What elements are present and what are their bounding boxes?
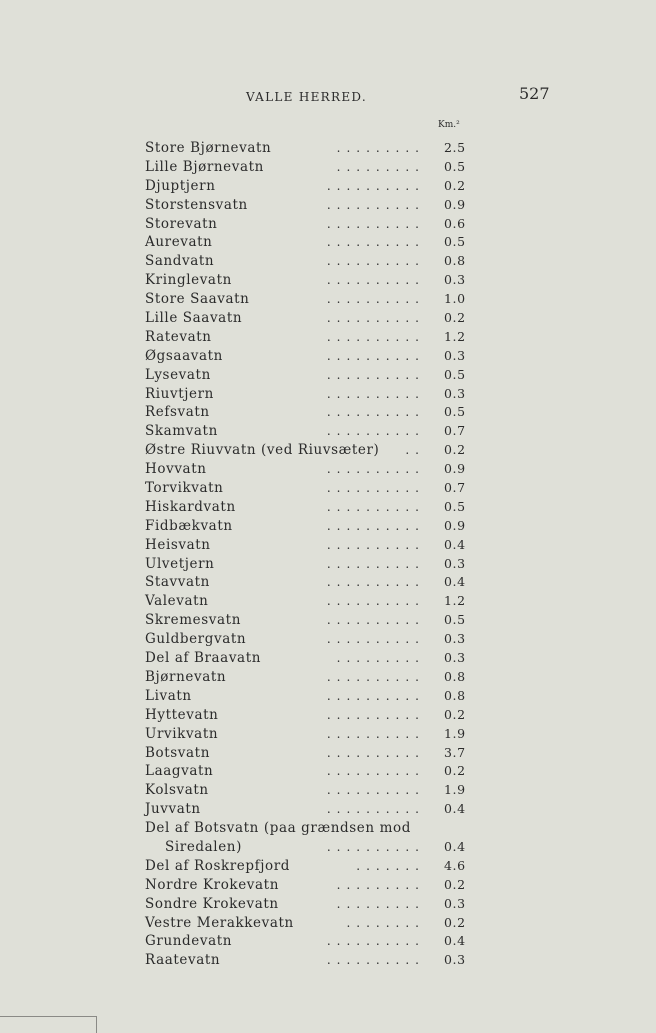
lake-area-value: 0.2 <box>444 177 466 193</box>
leader-dots: ........ <box>346 915 425 930</box>
lake-area-value: 0.3 <box>444 555 466 571</box>
leader-dots: .......... <box>326 953 425 968</box>
leader-dots: .......... <box>326 424 425 439</box>
leader-dots: .......... <box>326 537 425 552</box>
leader-dots: .. <box>405 443 425 458</box>
lake-name: Stavvatn <box>145 574 210 591</box>
lake-row <box>145 573 465 592</box>
leader-dots: .......... <box>326 462 425 477</box>
lake-name: Lysevatn <box>145 366 211 383</box>
lake-name: Raatevatn <box>145 952 221 969</box>
lake-row <box>145 857 465 876</box>
lake-row <box>145 895 465 914</box>
lake-row <box>145 819 465 857</box>
leader-dots: ......... <box>336 896 425 911</box>
leader-dots: .......... <box>326 669 425 684</box>
lake-name: Botsvatn <box>145 744 210 761</box>
leader-dots: .......... <box>326 254 425 269</box>
lake-name: Ratevatn <box>145 328 212 345</box>
lake-row <box>145 290 465 309</box>
lake-row <box>145 177 465 196</box>
lake-area-value: 0.3 <box>444 385 466 401</box>
lake-row <box>145 309 465 328</box>
lake-name: Livatn <box>145 687 192 704</box>
leader-dots: .......... <box>326 178 425 193</box>
lake-row <box>145 725 465 744</box>
lake-area-value: 0.2 <box>444 310 466 326</box>
lake-row <box>145 800 465 819</box>
lake-area-value: 0.3 <box>444 952 466 968</box>
leader-dots: .......... <box>326 839 425 854</box>
running-header: VALLE HERRED. <box>246 90 367 104</box>
leader-dots: .......... <box>326 197 425 212</box>
lake-name: Grundevatn <box>145 933 233 950</box>
lake-name: Bjørnevatn <box>145 668 227 685</box>
lake-area-value: 0.6 <box>444 215 466 231</box>
lake-name: Skremesvatn <box>145 612 241 629</box>
lake-area-value: 0.4 <box>444 801 466 817</box>
leader-dots: ......... <box>336 651 425 666</box>
leader-dots: .......... <box>326 518 425 533</box>
lake-area-value: 0.2 <box>444 876 466 892</box>
leader-dots: .......... <box>326 367 425 382</box>
lake-name: Sandvatn <box>145 253 215 270</box>
lake-row <box>145 498 465 517</box>
leader-dots: .......... <box>326 311 425 326</box>
lake-name: Ulvetjern <box>145 555 215 572</box>
leader-dots: ....... <box>356 858 425 873</box>
lake-row <box>145 233 465 252</box>
lake-area-value: 1.2 <box>444 593 466 609</box>
lake-row <box>145 649 465 668</box>
leader-dots: .......... <box>326 745 425 760</box>
leader-dots: .......... <box>326 216 425 231</box>
lake-name: Vestre Merakkevatn <box>145 914 294 931</box>
lake-row <box>145 422 465 441</box>
leader-dots: .......... <box>326 499 425 514</box>
leader-dots: .......... <box>326 348 425 363</box>
lake-row <box>145 876 465 895</box>
lake-row <box>145 347 465 366</box>
lake-name: Nordre Krokevatn <box>145 876 280 893</box>
lake-area-value: 0.4 <box>444 536 466 552</box>
lake-row <box>145 403 465 422</box>
leader-dots: .......... <box>326 934 425 949</box>
lake-name: Laagvatn <box>145 763 214 780</box>
lake-area-value: 0.8 <box>444 687 466 703</box>
leader-dots: .......... <box>326 613 425 628</box>
leader-dots: .......... <box>326 292 425 307</box>
lake-area-value: 0.3 <box>444 650 466 666</box>
lake-area-value: 0.5 <box>444 366 466 382</box>
page-corner-frame <box>0 1016 97 1033</box>
lake-area-value: 1.9 <box>444 782 466 798</box>
lake-row <box>145 271 465 290</box>
lake-name: Store Saavatn <box>145 291 250 308</box>
lake-name: Hiskardvatn <box>145 498 236 515</box>
lake-area-value: 0.8 <box>444 668 466 684</box>
lake-name: Lille Saavatn <box>145 310 243 327</box>
lake-area-value: 2.5 <box>444 140 466 155</box>
lake-row <box>145 744 465 763</box>
lake-name: Del af Braavatn <box>145 650 262 667</box>
lake-row <box>145 668 465 687</box>
lake-name: Sondre Krokevatn <box>145 895 279 912</box>
lake-row <box>145 252 465 271</box>
lake-name: Lille Bjørnevatn <box>145 158 264 175</box>
lake-name: Refsvatn <box>145 404 210 421</box>
lake-area-value: 0.3 <box>444 347 466 363</box>
lake-row <box>145 139 465 158</box>
lake-area-value: 0.9 <box>444 461 466 477</box>
leader-dots: .......... <box>326 556 425 571</box>
lake-name: Riuvtjern <box>145 385 214 402</box>
lake-name: Østre Riuvvatn (ved Riuvsæter) <box>145 442 380 459</box>
lake-area-value: 0.4 <box>444 838 466 854</box>
lake-row <box>145 479 465 498</box>
lake-row <box>145 951 465 970</box>
lake-area-value: 0.5 <box>444 498 466 514</box>
leader-dots: .......... <box>326 594 425 609</box>
lake-name: Hyttevatn <box>145 706 219 723</box>
lake-area-value: 0.7 <box>444 480 466 496</box>
lake-name: Urvikvatn <box>145 725 219 742</box>
lake-name-continuation: Siredalen) <box>165 838 242 855</box>
leader-dots: ......... <box>336 141 425 155</box>
lake-area-value: 0.4 <box>444 574 466 590</box>
lake-name: Hovvatn <box>145 461 207 478</box>
lake-area-value: 0.5 <box>444 404 466 420</box>
lake-row <box>145 328 465 347</box>
lake-row <box>145 536 465 555</box>
lake-area-value: 0.5 <box>444 158 466 174</box>
lake-name: Skamvatn <box>145 423 218 440</box>
lake-name: Øgsaavatn <box>145 347 223 364</box>
lake-name: Heisvatn <box>145 536 211 553</box>
leader-dots: .......... <box>326 632 425 647</box>
lake-name: Torvikvatn <box>145 480 224 497</box>
lake-row <box>145 385 465 404</box>
lake-row <box>145 592 465 611</box>
lake-row <box>145 517 465 536</box>
lake-row <box>145 932 465 951</box>
lake-area-value: 0.9 <box>444 196 466 212</box>
leader-dots: .......... <box>326 783 425 798</box>
lake-row <box>145 630 465 649</box>
lake-row <box>145 914 465 933</box>
lake-name: Aurevatn <box>145 234 213 251</box>
lake-name: Djuptjern <box>145 177 216 194</box>
lake-name: Valevatn <box>145 593 209 610</box>
leader-dots: .......... <box>326 575 425 590</box>
leader-dots: .......... <box>326 386 425 401</box>
leader-dots: .......... <box>326 235 425 250</box>
lake-area-value: 4.6 <box>444 857 466 873</box>
lake-area-value: 0.9 <box>444 517 466 533</box>
lake-area-value: 0.5 <box>444 612 466 628</box>
lake-name: Guldbergvatn <box>145 631 247 648</box>
lake-row <box>145 762 465 781</box>
lake-row <box>145 706 465 725</box>
lake-area-value: 0.2 <box>444 914 466 930</box>
leader-dots: .......... <box>326 688 425 703</box>
lake-area-value: 0.5 <box>444 234 466 250</box>
lake-row <box>145 366 465 385</box>
leader-dots: ......... <box>336 877 425 892</box>
leader-dots: .......... <box>326 802 425 817</box>
lake-area-value: 0.2 <box>444 763 466 779</box>
lake-area-value: 3.7 <box>444 744 466 760</box>
lake-area-value: 1.2 <box>444 328 466 344</box>
lake-name: Del af Botsvatn (paa grændsen mod <box>145 820 411 837</box>
lake-area-value: 0.2 <box>444 706 466 722</box>
lake-row <box>145 555 465 574</box>
lake-area-value: 1.0 <box>444 291 466 307</box>
leader-dots: .......... <box>326 405 425 420</box>
lake-row <box>145 158 465 177</box>
lake-row <box>145 687 465 706</box>
page-number: 527 <box>519 84 550 103</box>
lake-name: Kringlevatn <box>145 272 232 289</box>
lake-area-value: 0.7 <box>444 423 466 439</box>
lake-area-list <box>145 139 465 970</box>
lake-area-value: 1.9 <box>444 725 466 741</box>
lake-name: Juvvatn <box>145 801 201 818</box>
lake-area-value: 0.4 <box>444 933 466 949</box>
lake-area-value: 0.3 <box>444 272 466 288</box>
leader-dots: .......... <box>326 707 425 722</box>
leader-dots: .......... <box>326 764 425 779</box>
lake-area-value: 0.8 <box>444 253 466 269</box>
lake-row <box>145 781 465 800</box>
lake-area-value: 0.2 <box>444 442 466 458</box>
lake-area-value: 0.3 <box>444 631 466 647</box>
lake-area-value: 0.3 <box>444 895 466 911</box>
lake-name: Storstensvatn <box>145 196 248 213</box>
lake-name: Storevatn <box>145 215 218 232</box>
leader-dots: .......... <box>326 273 425 288</box>
lake-row <box>145 441 465 460</box>
leader-dots: .......... <box>326 329 425 344</box>
unit-label: Km.² <box>438 120 460 130</box>
lake-row <box>145 460 465 479</box>
lake-name: Store Bjørnevatn <box>145 140 272 156</box>
lake-name: Fidbækvatn <box>145 517 233 534</box>
leader-dots: .......... <box>326 726 425 741</box>
lake-name: Del af Roskrepfjord <box>145 857 291 874</box>
lake-row <box>145 611 465 630</box>
lake-name: Kolsvatn <box>145 782 209 799</box>
lake-row <box>145 196 465 215</box>
lake-row <box>145 215 465 234</box>
leader-dots: .......... <box>326 481 425 496</box>
leader-dots: ......... <box>336 159 425 174</box>
